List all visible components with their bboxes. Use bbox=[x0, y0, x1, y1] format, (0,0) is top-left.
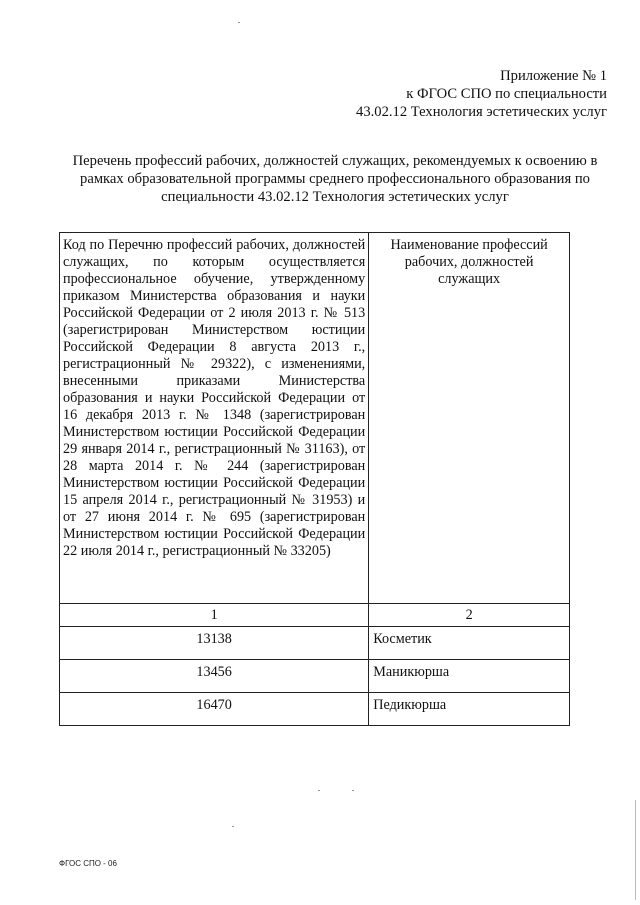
professions-table bbox=[59, 232, 570, 726]
profession-name: Педикюрша bbox=[369, 693, 570, 726]
scan-speck bbox=[318, 790, 320, 791]
profession-code: 13138 bbox=[60, 627, 369, 660]
table-row bbox=[60, 660, 570, 693]
column-number-2: 2 bbox=[369, 604, 570, 627]
profession-name: Маникюрша bbox=[369, 660, 570, 693]
column-number-1: 1 bbox=[60, 604, 369, 627]
table-header-row bbox=[60, 233, 570, 604]
column-number-row bbox=[60, 604, 570, 627]
profession-code: 13456 bbox=[60, 660, 369, 693]
title-line-1: Перечень профессий рабочих, должностей служащих, рекомендуемых к освоению в bbox=[72, 153, 598, 169]
appendix-line-1: Приложение № 1 bbox=[500, 68, 607, 84]
table-row bbox=[60, 627, 570, 660]
title-line-2: рамках образовательной программы среднего профессионального образования по bbox=[80, 171, 590, 187]
title-line-3: специальности 43.02.12 Технология эстетических услуг bbox=[161, 189, 509, 205]
scan-edge-line bbox=[635, 800, 636, 900]
scan-speck bbox=[238, 22, 240, 23]
profession-code: 16470 bbox=[60, 693, 369, 726]
profession-name: Косметик bbox=[369, 627, 570, 660]
scan-speck bbox=[232, 826, 234, 827]
table-row bbox=[60, 693, 570, 726]
scan-speck bbox=[352, 790, 354, 791]
appendix-note bbox=[356, 67, 607, 121]
header-name-cell: Наименование профессий рабочих, должностей служащих bbox=[369, 233, 570, 604]
footer-code: ФГОС СПО - 06 bbox=[59, 859, 117, 868]
header-code-cell: Код по Перечню профессий рабочих, должностей служащих, по которым осуществляется профессиональное обучение, утвержденному приказом Министерства образования и науки Российской Федерации от 2 июля 2013 г. № 513 (зарегистрирован Министерством юстиции Российской Федерации 8 августа 2013 г., регистрационный № 29322), с изменениями, внесенными приказами Министерства образования и науки Российской Федерации от 16 декабря 2013 г. № 1348 (зарегистрирован Министерством юстиции Российской Федерации 29 января 2014 г., регистрационный № 31163), от 28 марта 2014 г. № 244 (зарегистрирован Министерством юстиции Российской Федерации 15 апреля 2014 г., регистрационный № 31953) и от 27 июня 2014 г. № 695 (зарегистрирован Министерством юстиции Российской Федерации 22 июля 2014 г., регистрационный № 33205) bbox=[60, 233, 369, 604]
appendix-line-3: 43.02.12 Технология эстетических услуг bbox=[356, 104, 607, 120]
appendix-line-2: к ФГОС СПО по специальности bbox=[406, 86, 607, 102]
document-title bbox=[50, 152, 620, 206]
